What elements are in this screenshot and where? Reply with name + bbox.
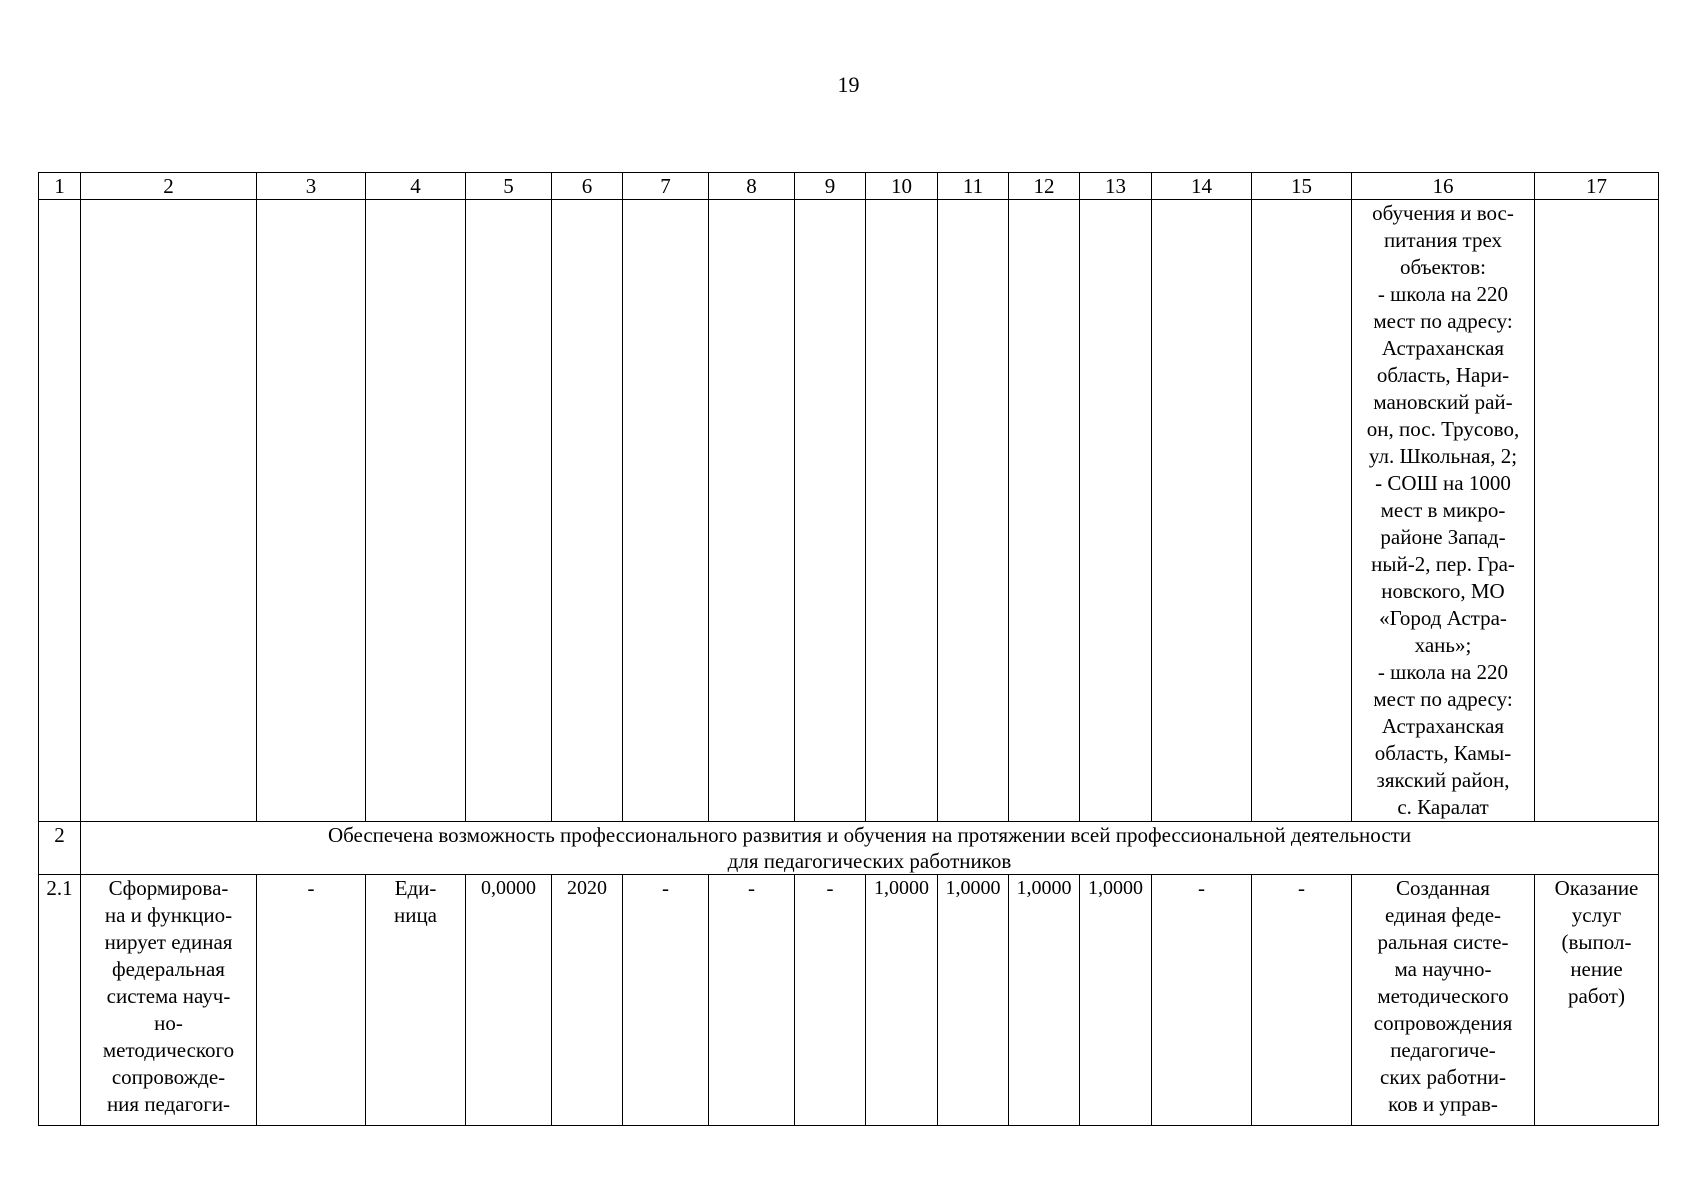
result-name-cell: Сформирова- на и функцио- нирует единая федеральная система науч- но- методического сопровожде- ния педагоги- [81, 875, 257, 1126]
column-header-17: 17 [1535, 173, 1659, 200]
table-cell [39, 200, 81, 822]
table-cell [366, 200, 466, 822]
continuation-row [39, 200, 1659, 822]
column-header-11: 11 [938, 173, 1009, 200]
table-cell [81, 200, 257, 822]
value-cell: 1,0000 [1009, 875, 1080, 1126]
table-cell [938, 200, 1009, 822]
document-table [38, 172, 1659, 1126]
column-header-14: 14 [1152, 173, 1252, 200]
column-header-10: 10 [866, 173, 938, 200]
value-cell: 1,0000 [1080, 875, 1152, 1126]
section-title: Обеспечена возможность профессионального развития и обучения на протяжении всей профессиональной деятельности для педагогических работников [81, 822, 1659, 875]
unit-cell: Еди- ница [366, 875, 466, 1126]
table-cell [709, 200, 795, 822]
column-header-7: 7 [623, 173, 709, 200]
table-cell: - [257, 875, 366, 1126]
column-number-row [39, 173, 1659, 200]
table-row [39, 875, 1659, 1126]
table-cell [257, 200, 366, 822]
column-header-1: 1 [39, 173, 81, 200]
table-cell [1080, 200, 1152, 822]
table-cell: - [623, 875, 709, 1126]
column-header-8: 8 [709, 173, 795, 200]
column-header-9: 9 [795, 173, 866, 200]
continuation-text-cell: обучения и вос- питания трех объектов: - школа на 220 мест по адресу: Астраханская область, Нари- мановский рай- он, пос. Трусово, ул. Школьная, 2; - СОШ на 1000 мест в микро- районе Запад- ный-2, пер. Гра- новского, МО «Город Астра- хань»; - школа на 220 мест по адресу: Астраханская область, Камы- зякский район, с. Каралат [1352, 200, 1535, 822]
table-cell [795, 200, 866, 822]
base-value-cell: 0,0000 [466, 875, 552, 1126]
table-cell: - [1152, 875, 1252, 1126]
column-header-12: 12 [1009, 173, 1080, 200]
table-cell [1152, 200, 1252, 822]
table-cell [623, 200, 709, 822]
table-cell [1252, 200, 1352, 822]
column-header-13: 13 [1080, 173, 1152, 200]
type-cell: Оказание услуг (выпол- нение работ) [1535, 875, 1659, 1126]
column-header-15: 15 [1252, 173, 1352, 200]
table-cell: - [1252, 875, 1352, 1126]
table-cell [1009, 200, 1080, 822]
column-header-16: 16 [1352, 173, 1535, 200]
column-header-4: 4 [366, 173, 466, 200]
base-year-cell: 2020 [552, 875, 623, 1126]
column-header-5: 5 [466, 173, 552, 200]
table-cell [466, 200, 552, 822]
table-cell [1535, 200, 1659, 822]
value-cell: 1,0000 [866, 875, 938, 1126]
row-number: 2.1 [39, 875, 81, 1126]
column-header-6: 6 [552, 173, 623, 200]
section-number: 2 [39, 822, 81, 875]
table-cell: - [709, 875, 795, 1126]
section-row [39, 822, 1659, 875]
value-cell: 1,0000 [938, 875, 1009, 1126]
table-cell [552, 200, 623, 822]
table-cell: - [795, 875, 866, 1126]
characteristic-cell: Созданная единая феде- ральная систе- ма научно- методического сопровождения педагогиче- ских работни- ков и управ- [1352, 875, 1535, 1126]
page-number: 19 [837, 72, 860, 97]
column-header-2: 2 [81, 173, 257, 200]
table-cell [866, 200, 938, 822]
column-header-3: 3 [257, 173, 366, 200]
